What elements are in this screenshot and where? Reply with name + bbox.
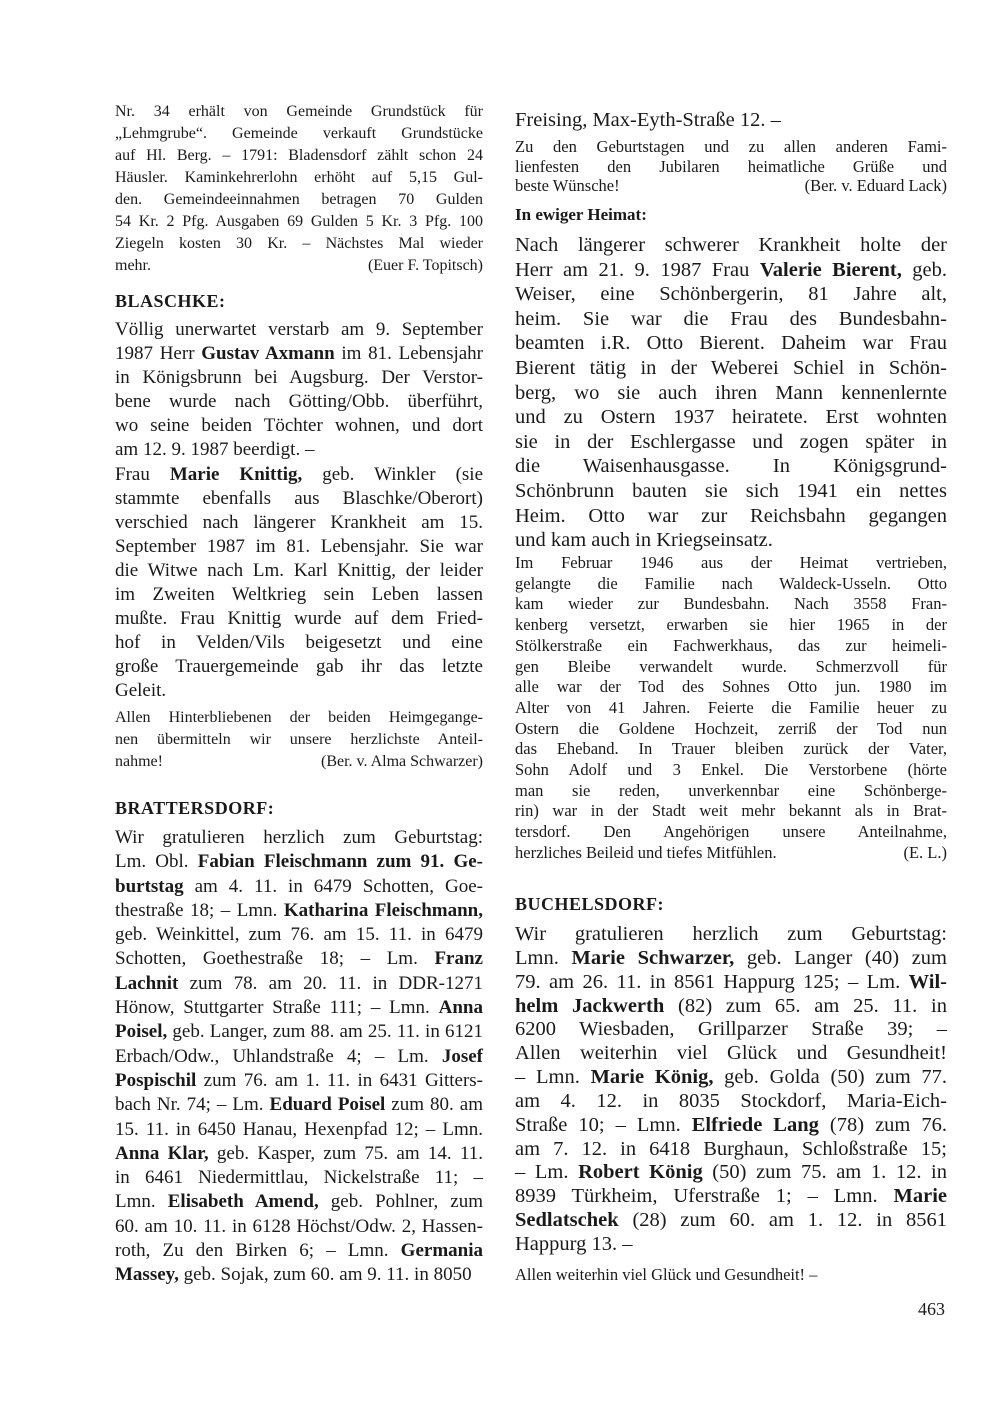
text-line (515, 504, 947, 529)
text-line (115, 211, 483, 233)
text-segment: Straße 10; – Lmn. (515, 1113, 692, 1136)
section-heading-buchelsdorf: BUCHELSDORF: (515, 894, 665, 914)
text-line (115, 167, 483, 189)
greeting-note (515, 137, 947, 196)
text-segment: (82) zum 65. am 25. 11. in (664, 994, 947, 1017)
text-line (115, 1118, 483, 1142)
text-line (515, 1042, 947, 1066)
text-line (115, 1093, 483, 1117)
bold-name: Franz (434, 948, 483, 970)
text-line (515, 258, 947, 283)
text-segment: Weiser, eine Schönbergerin, 81 Jahre alt, (515, 283, 947, 306)
text-line (115, 255, 483, 277)
text-line (515, 1114, 947, 1138)
text-line (515, 1066, 947, 1090)
text-line (115, 947, 483, 971)
bold-name: Josef (441, 1045, 483, 1067)
text-segment: in 6461 Niedermittlau, Nickelstraße 11; – (115, 1167, 483, 1189)
text-segment: geb. Langer, zum 88. am 25. 11. in 6121 (167, 1021, 483, 1043)
text-segment: „Lehmgrube“. Gemeinde verkauft Grundstücke (115, 125, 483, 142)
text-segment: Happurg 13. – (515, 1232, 633, 1255)
text-line (115, 438, 483, 462)
text-segment: geb. Weinkittel, zum 76. am 15. 11. in 6479 (115, 924, 483, 946)
bold-name: Sedlatschek (515, 1209, 619, 1232)
text-segment: Lmn. (115, 1191, 168, 1213)
text-segment: Sohn Adolf und 3 Enkel. Die Verstorbene (hörte (515, 760, 947, 780)
text-segment: die Waisenhausgasse. In Königsgrund- (515, 455, 947, 478)
text-segment: man sie reden, unverkennbar eine Schönberge- (515, 780, 947, 800)
bold-name: Robert König (578, 1161, 703, 1184)
text-segment: bene wurde nach Götting/Obb. überführt, (115, 391, 483, 413)
text-line (115, 1239, 483, 1263)
bold-name: Valerie Bierent, (759, 258, 902, 281)
text-line (515, 405, 947, 430)
text-line (115, 145, 483, 167)
text-line (515, 1018, 947, 1042)
text-segment: Völlig unerwartet verstarb am 9. September (115, 319, 483, 340)
text-line (515, 995, 947, 1019)
text-line (115, 1069, 483, 1093)
text-line (515, 574, 947, 595)
text-line (115, 875, 483, 899)
text-line (515, 479, 947, 504)
text-line (115, 751, 483, 773)
brattersdorf-birthdays (115, 826, 483, 1288)
text-line (115, 318, 483, 342)
text-segment: tersdorf. Den Angehörigen unsere Anteilnahme, (515, 822, 947, 842)
text-segment: Nr. 34 erhält von Gemeinde Grundstück für (115, 103, 483, 120)
text-line (515, 801, 947, 822)
text-segment: Im Februar 1946 aus der Heimat vertrieben, (515, 553, 947, 572)
text-line (515, 947, 947, 971)
text-line (115, 850, 483, 874)
text-line (515, 719, 947, 740)
text-segment: im Zweiten Weltkrieg sein Leben lassen (115, 584, 483, 606)
text-segment: hof in Velden/Vils beigesetzt und eine (115, 632, 483, 654)
text-segment: – Lmn. (515, 1066, 591, 1089)
blaschke-condolence-note (115, 707, 483, 773)
text-line (515, 307, 947, 332)
text-line (115, 707, 483, 729)
text-segment: 60. am 10. 11. in 6128 Höchst/Odw. 2, Hassen- (115, 1215, 483, 1237)
text-segment: rin) war in der Stadt weit mehr bekannt als in Brat- (515, 801, 947, 821)
text-line (115, 1045, 483, 1069)
text-segment: Häusler. Kaminkehrerlohn erhöht auf 5,15 Gul- (115, 169, 483, 186)
text-segment: Geleit. (115, 680, 167, 702)
bold-name: Massey, (115, 1264, 179, 1286)
bold-name: Lachnit (115, 972, 179, 994)
blaschke-paragraph-knittig (115, 463, 483, 704)
text-line (515, 594, 947, 615)
text-line (515, 781, 947, 802)
author-credit: (E. L.) (903, 842, 947, 862)
text-segment: berg, wo sie auch ihren Mann kennenlernte (515, 381, 947, 404)
text-segment: lienfesten den Jubilaren heimatliche Grüße und (515, 156, 947, 176)
text-segment: geb. Kasper, zum 75. am 14. 11. (208, 1142, 483, 1164)
author-credit: (Euer F. Topitsch) (367, 257, 483, 274)
text-segment: Schönbrunn bauten sie sich 1941 ein nettes (515, 479, 947, 502)
text-segment: mußte. Frau Knittig wurde auf dem Fried- (115, 608, 483, 630)
text-segment: Allen weiterhin viel Glück und Gesundheit! – (515, 1265, 818, 1284)
text-segment: im 81. Lebensjahr (334, 343, 484, 365)
text-line (515, 233, 947, 258)
text-line (515, 331, 947, 356)
text-segment: Wir gratulieren herzlich zum Geburtstag: (515, 923, 947, 945)
text-segment: kam wieder zur Bundesbahn. Nach 3558 Fran- (515, 594, 947, 614)
text-segment: zum 78. am 20. 11. in DDR-1271 (178, 972, 483, 994)
text-line (115, 535, 483, 559)
text-segment: Allen Hinterbliebenen der beiden Heimgegange- (115, 709, 483, 726)
text-line (115, 189, 483, 211)
text-segment: Stölkerstraße ein Fachwerkhaus, das zur heimeli- (515, 635, 947, 655)
bold-name: Marie Schwarzer, (571, 946, 735, 969)
obituary-bierent (515, 233, 947, 553)
text-segment: Bierent tätig in der Weberei Schiel in Schön- (515, 356, 947, 379)
text-segment: Heim. Otto war zur Reichsbahn gegangen (515, 504, 947, 527)
text-segment: geb. Winkler (sie (302, 463, 484, 485)
text-line (115, 366, 483, 390)
text-line (115, 583, 483, 607)
bold-name: burtstag (115, 875, 184, 897)
text-segment: Nach längerer schwerer Krankheit holte der (515, 234, 947, 256)
text-segment: kenberg versetzt, erwarben sie hier 1965 in der (515, 615, 947, 635)
text-segment: Wir gratulieren herzlich zum Geburtstag: (115, 827, 483, 848)
text-line (115, 1190, 483, 1214)
text-line (515, 108, 947, 132)
text-line (515, 739, 947, 760)
text-line (115, 1263, 483, 1287)
text-segment: zum 80. am (385, 1094, 483, 1116)
text-segment: Freising, Max-Eyth-Straße 12. – (515, 109, 781, 131)
text-segment: geb. Langer (40) zum (734, 946, 947, 969)
text-line (115, 123, 483, 145)
text-line (115, 607, 483, 631)
text-segment: gen Bleibe verwandelt wurde. Schmerzvoll für (515, 656, 947, 676)
text-segment: große Trauergemeinde gab ihr das letzte (115, 656, 483, 678)
text-line (515, 822, 947, 843)
text-line (515, 1185, 947, 1209)
text-line (515, 677, 947, 698)
text-line (515, 615, 947, 636)
text-line (115, 1166, 483, 1190)
topitsch-intro-text (115, 101, 483, 277)
text-segment: stammte ebenfalls aus Blaschke/Oberort) (115, 487, 483, 509)
text-line (515, 454, 947, 479)
text-segment: geb. Pohlner, zum (318, 1191, 484, 1213)
text-segment: 79. am 26. 11. in 8561 Happurg 125; – Lm. (515, 970, 909, 993)
text-segment: am 4. 12. in 8035 Stockdorf, Maria-Eich- (515, 1089, 947, 1112)
text-line (115, 899, 483, 923)
bold-name: helm Jackwerth (515, 994, 665, 1017)
page-number: 463 (918, 1299, 945, 1319)
text-line (515, 528, 947, 553)
bold-name: Poisel, (115, 1021, 168, 1043)
text-segment: Lmn. (515, 946, 572, 969)
author-credit: (Ber. v. Eduard Lack) (804, 176, 947, 195)
text-segment: am 12. 9. 1987 beerdigt. – (115, 439, 315, 461)
text-line (515, 1138, 947, 1162)
text-segment: Erbach/Odw., Uhlandstraße 4; – Lm. (115, 1045, 442, 1067)
text-line (115, 101, 483, 123)
text-segment: wo seine beiden Töchter wohnen, und dort (115, 415, 483, 437)
bold-name: Wil- (908, 970, 947, 993)
text-line (115, 972, 483, 996)
bold-name: Marie Knittig, (169, 463, 303, 485)
text-line (115, 1020, 483, 1044)
text-line (515, 971, 947, 995)
text-segment: auf Hl. Berg. – 1791: Bladensdorf zählt schon 24 (115, 147, 483, 164)
text-segment: in Königsbrunn bei Augsburg. Der Verstor- (115, 367, 483, 389)
buchelsdorf-birthdays (515, 923, 947, 1257)
text-line (115, 923, 483, 947)
text-segment: roth, Zu den Birken 6; – Lmn. (115, 1240, 401, 1262)
text-line (515, 157, 947, 177)
text-line (515, 553, 947, 574)
text-line (515, 636, 947, 657)
text-segment: (78) zum 76. (818, 1113, 947, 1136)
text-segment: – Lm. (515, 1161, 579, 1184)
text-line (115, 679, 483, 703)
author-credit: (Ber. v. Alma Schwarzer) (320, 753, 483, 770)
text-line (115, 631, 483, 655)
closing-wishes (515, 1265, 947, 1285)
text-segment: Lm. Obl. (115, 851, 198, 873)
bold-name: Anna (438, 997, 483, 1019)
text-segment: Herr am 21. 9. 1987 Frau (515, 258, 760, 281)
text-segment: mehr. (115, 257, 151, 274)
text-segment: gelangte die Familie nach Waldeck-Usseln. Otto (515, 573, 947, 593)
text-segment: zum 76. am 1. 11. in 6431 Gitters- (196, 1069, 483, 1091)
obituary-bierent-continued (515, 553, 947, 864)
text-segment: heim. Sie war die Frau des Bundesbahn- (515, 307, 947, 330)
text-line (515, 698, 947, 719)
text-line (515, 1265, 947, 1285)
text-segment: verschied nach längerer Krankheit am 15. (115, 511, 483, 533)
text-segment: (28) zum 60. am 1. 12. in 8561 (618, 1209, 947, 1232)
text-segment: 54 Kr. 2 Pfg. Ausgaben 69 Gulden 5 Kr. 3 Pfg. 100 (115, 213, 483, 230)
bold-name: Eduard Poisel (269, 1094, 386, 1116)
text-line (515, 1090, 947, 1114)
text-segment: die Witwe nach Lm. Karl Knittig, der leider (115, 559, 483, 581)
text-segment: Frau (115, 463, 170, 485)
text-line (515, 1161, 947, 1185)
text-line (515, 843, 947, 864)
text-line (515, 381, 947, 406)
bold-name: Katharina Fleischmann, (283, 899, 483, 921)
text-line (115, 390, 483, 414)
text-segment: am 7. 12. in 6418 Burghaun, Schloßstraße 15; (515, 1137, 947, 1160)
bold-name: Marie König, (590, 1066, 714, 1089)
text-segment: bach Nr. 74; – Lm. (115, 1094, 270, 1116)
text-line (115, 559, 483, 583)
text-segment: 15. 11. in 6450 Hanau, Hexenpfad 12; – Lmn. (115, 1118, 483, 1140)
text-line (115, 1142, 483, 1166)
bold-name: Pospischil (115, 1069, 197, 1091)
text-segment: thestraße 18; – Lmn. (115, 899, 284, 921)
text-segment: geb. Golda (50) zum 77. (713, 1066, 947, 1089)
text-line (115, 729, 483, 751)
text-line (115, 414, 483, 438)
text-line (515, 430, 947, 455)
text-line (515, 760, 947, 781)
text-segment: herzliches Beileid und tiefes Mitfühlen. (515, 842, 777, 862)
text-line (115, 463, 483, 487)
text-segment: (50) zum 75. am 1. 12. in (702, 1161, 947, 1184)
text-line (115, 1215, 483, 1239)
text-segment: beamten i.R. Otto Bierent. Daheim war Frau (515, 332, 947, 355)
text-segment: September 1987 im 81. Lebensjahr. Sie war (115, 535, 483, 557)
text-segment: den. Gemeindeeinnahmen betragen 70 Gulden (115, 191, 483, 208)
text-line (515, 1209, 947, 1233)
text-line (515, 137, 947, 157)
bold-name: Elfriede Lang (691, 1113, 819, 1136)
section-heading-blaschke: BLASCHKE: (115, 291, 226, 311)
text-line (115, 826, 483, 850)
text-line (115, 342, 483, 366)
text-segment: 8939 Türkheim, Uferstraße 1; – Lmn. (515, 1185, 894, 1208)
text-segment: Ziegeln kosten 30 Kr. – Nächstes Mal wieder (115, 235, 483, 252)
text-line (515, 1233, 947, 1257)
section-heading-brattersdorf: BRATTERSDORF: (115, 798, 275, 818)
text-segment: beste Wünsche! (515, 176, 620, 195)
text-segment: Ostern die Goldene Hochzeit, zerriß der Tod nun (515, 718, 947, 738)
text-segment: und zu Ostern 1937 heiratete. Erst wohnten (515, 406, 947, 429)
text-segment: 6200 Wiesbaden, Grillparzer Straße 39; – (515, 1018, 947, 1041)
text-segment: Hönow, Stuttgarter Straße 111; – Lmn. (115, 997, 439, 1019)
text-line (515, 176, 947, 196)
text-segment: sie in der Eschlergasse und zogen später in (515, 430, 947, 453)
text-segment: nen übermitteln wir unsere herzlichste Anteil- (115, 731, 483, 748)
bold-name: Marie (893, 1185, 947, 1208)
text-segment: Schotten, Goethestraße 18; – Lm. (115, 948, 435, 970)
text-segment: Zu den Geburtstagen und zu allen anderen Fami- (515, 137, 947, 156)
text-line (515, 657, 947, 678)
text-segment: Alter von 41 Jahren. Feierte die Familie heuer zu (515, 697, 947, 717)
bold-name: Fabian Fleischmann zum 91. Ge- (197, 851, 483, 873)
brattersdorf-continuation (515, 108, 947, 132)
text-line (115, 655, 483, 679)
section-heading-ewiger-heimat: In ewiger Heimat: (515, 205, 647, 224)
text-segment: alle war der Tod des Sohnes Otto jun. 1980 im (515, 677, 947, 697)
text-line (115, 233, 483, 255)
bold-name: Gustav Axmann (201, 343, 335, 365)
text-segment: Allen weiterhin viel Glück und Gesundheit! (515, 1042, 947, 1065)
text-line (515, 923, 947, 947)
bold-name: Elisabeth Amend, (167, 1191, 319, 1213)
text-line (115, 511, 483, 535)
text-line (515, 282, 947, 307)
text-segment: geb. Sojak, zum 60. am 9. 11. in 8050 (178, 1264, 472, 1286)
bold-name: Germania (400, 1240, 483, 1262)
text-line (515, 356, 947, 381)
text-segment: geb. (901, 258, 947, 281)
text-segment: und kam auch in Kriegseinsatz. (515, 529, 773, 552)
text-segment: 1987 Herr (115, 343, 202, 365)
text-line (115, 996, 483, 1020)
blaschke-paragraph-axmann (115, 318, 483, 463)
text-segment: nahme! (115, 753, 163, 770)
text-segment: das Eheband. In Trauer bleiben zurück der Vater, (515, 739, 947, 759)
text-segment: am 4. 11. in 6479 Schotten, Goe- (183, 875, 483, 897)
bold-name: Anna Klar, (115, 1142, 209, 1164)
text-line (115, 487, 483, 511)
